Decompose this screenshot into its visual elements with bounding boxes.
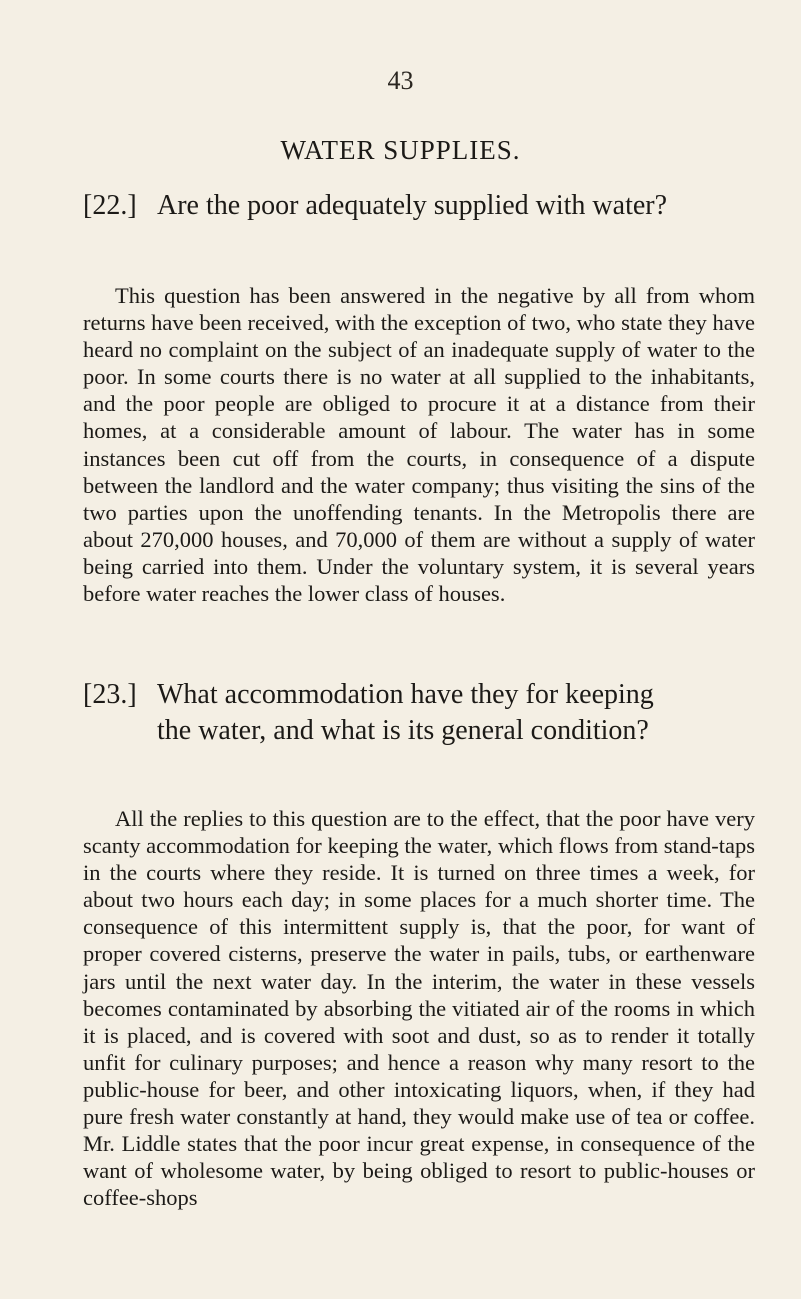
section-heading: WATER SUPPLIES. (280, 135, 521, 165)
answer-paragraph: All the replies to this question are to the effect, that the poor have very scanty accommodation for keeping the water, which flows from stand-taps in the courts where they reside. It is turned on three times a week, for about two hours each day; in some places for a much shorter time. The consequence of this intermittent supply is, that the poor, for want of proper covered cisterns, preserve the water in pails, tubs, or earthenware jars until the next water day. In the interim, the water in these vessels becomes contaminated by absorbing the vitiated air of the rooms in which it is placed, and is covered with soot and dust, so as to render it totally unfit for culinary purposes; and hence a reason why many resort to the public-house for beer, and other intoxicating liquors, when, if they had pure fresh water constantly at hand, they would make use of tea or coffee. Mr. Liddle states that the poor incur great expense, in consequence of the want of wholesome water, by being obliged to resort to public-houses or coffee-shops (83, 806, 755, 1211)
question-text-line1: What accommodation have they for keeping (157, 679, 654, 710)
answer-paragraph: This question has been answered in the negative by all from whom returns have been received, with the exception of two, who state they have heard no complaint on the subject of an inadequate supply of water to the poor. In some courts there is no water at all supplied to the inhabitants, and the poor people are obliged to procure it at a distance from their homes, at a considerable amount of labour. The water has in some instances been cut off from the courts, in consequence of a dispute between the landlord and the water company; thus visiting the sins of the two parties upon the unoffending tenants. In the Metropolis there are about 270,000 houses, and 70,000 of them are without a supply of water being carried into them. Under the voluntary system, it is several years before water reaches the lower class of houses. (83, 283, 755, 607)
question-number: [23.] (83, 679, 137, 710)
question-number: [22.] (83, 190, 137, 221)
question-text: Are the poor adequately supplied with water? (157, 190, 668, 221)
answer-22 (83, 282, 755, 607)
question-22 (83, 188, 755, 224)
question-23 (83, 677, 755, 749)
question-text-line2: the water, and what is its general condition? (157, 715, 649, 746)
page-number: 43 (387, 66, 414, 95)
answer-23 (83, 805, 755, 1211)
